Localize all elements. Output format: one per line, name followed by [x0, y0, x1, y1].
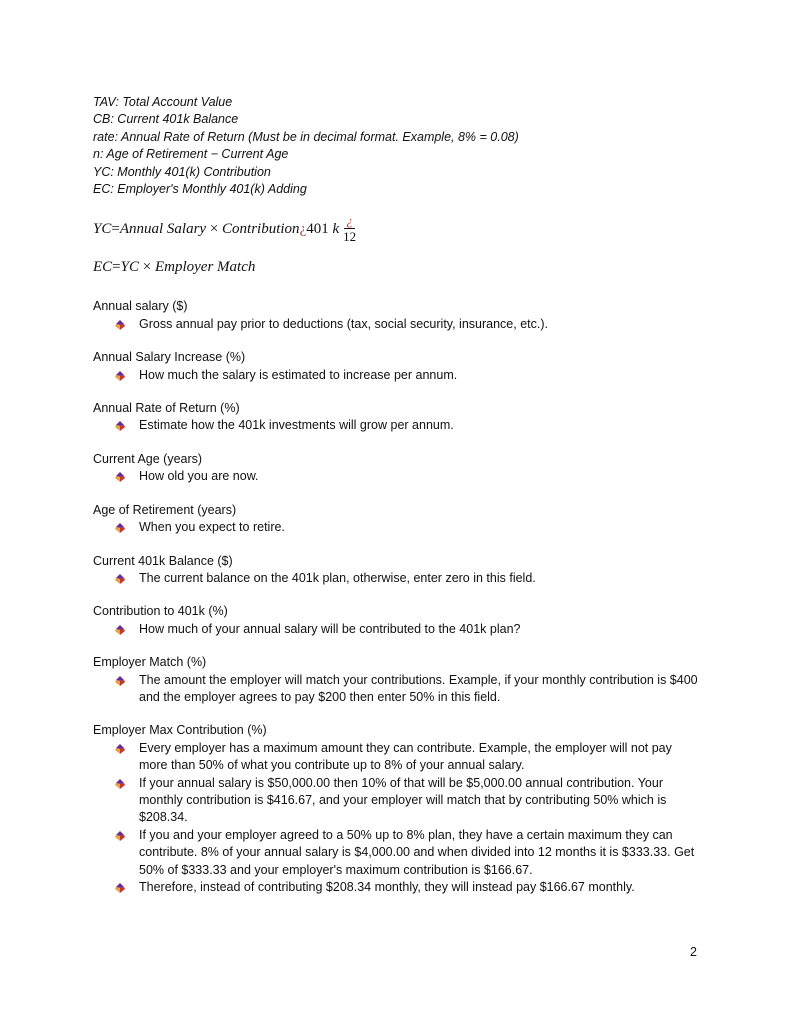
field-heading: Annual Salary Increase (%): [93, 350, 246, 365]
field-heading: Employer Match (%): [93, 655, 207, 670]
bullet-item: [93, 827, 703, 879]
bullet-text: If you and your employer agreed to a 50% up to 8% plan, they have a certain maximum they can contribute. 8% of your annual salary is $4,000.00 and when divided into 12 months it is $333.33. Get 50% of $333.33 and your employer's maximum contribution is $166.67.: [139, 827, 695, 877]
field-heading: Current Age (years): [93, 451, 203, 466]
bullet-item: [93, 367, 703, 384]
field-heading: Annual salary ($): [93, 299, 188, 314]
bullet-text: Therefore, instead of contributing $208.34 monthly, they will instead pay $166.67 monthly.: [139, 880, 635, 894]
fraction-denominator: 12: [343, 229, 357, 245]
arrow-bullet-icon: [115, 625, 125, 635]
bullet-text: Every employer has a maximum amount they can contribute. Example, the employer will not pay more than 50% of what you contribute up to 8% of your annual salary.: [139, 740, 672, 773]
formula-yc-contribution: Contribution: [222, 220, 300, 237]
formula-yc-times: ×: [209, 220, 219, 237]
arrow-bullet-icon: [115, 371, 125, 381]
formula-ec: [93, 256, 703, 278]
variable-definitions: [93, 94, 703, 198]
field-heading: Annual Rate of Return (%): [93, 401, 240, 416]
bullet-item: [93, 468, 703, 485]
field-section: [93, 502, 703, 537]
arrow-bullet-icon: [115, 574, 125, 584]
formula-ec-times: ×: [142, 258, 152, 275]
arrow-bullet-icon: [115, 676, 125, 686]
arrow-bullet-icon: [115, 421, 125, 431]
definition-tav: TAV: Total Account Value: [93, 95, 233, 109]
formula-yc-401: 401: [306, 220, 329, 237]
field-section: [93, 553, 703, 588]
formula-ec-equals: =: [112, 258, 121, 275]
bullet-text: When you expect to retire.: [139, 520, 285, 535]
arrow-bullet-icon: [115, 779, 125, 789]
arrow-bullet-icon: [115, 744, 125, 754]
arrow-bullet-icon: [115, 320, 125, 330]
bullet-text: How old you are now.: [139, 469, 259, 484]
field-heading: Age of Retirement (years): [93, 502, 237, 517]
arrow-bullet-icon: [115, 883, 125, 893]
arrow-bullet-icon: [115, 472, 125, 482]
fraction-numerator: ¿: [346, 213, 353, 229]
bullet-text: How much of your annual salary will be contributed to the 401k plan?: [139, 621, 521, 636]
formula-yc-equals: =: [111, 220, 120, 237]
definition-rate: rate: Annual Rate of Return (Must be in decimal format. Example, 8% = 0.08): [93, 129, 519, 144]
document-page: [93, 94, 703, 896]
bullet-text: Gross annual pay prior to deductions (tax, social security, insurance, etc.).: [139, 316, 548, 331]
formula-ec-yc: YC: [120, 258, 139, 275]
bullet-item: [93, 621, 703, 638]
bullet-item: [93, 570, 703, 587]
formula-yc-fraction: [343, 214, 356, 244]
field-section: [93, 451, 703, 486]
definition-yc: YC: Monthly 401(k) Contribution: [93, 164, 271, 179]
field-heading: Employer Max Contribution (%): [93, 723, 267, 738]
arrow-bullet-icon: [115, 831, 125, 841]
field-section: [93, 349, 703, 384]
bullet-item: [93, 879, 703, 896]
bullet-text: If your annual salary is $50,000.00 then 10% of that will be $5,000.00 annual contribution. Your monthly contribution is $416.67, and your employer will match that by contributing 50% which is $208.34.: [139, 775, 667, 825]
formula-yc-annual-salary: Annual Salary: [119, 220, 207, 237]
definition-n: n: Age of Retirement − Current Age: [93, 147, 289, 162]
bullet-text: How much the salary is estimated to increase per annum.: [139, 367, 458, 382]
bullet-item: [93, 672, 703, 707]
bullet-item: [93, 417, 703, 434]
formula-ec-employer-match: Employer Match: [154, 258, 256, 275]
field-section: [93, 400, 703, 435]
field-section: [93, 722, 703, 896]
field-section: [93, 603, 703, 638]
field-section: [93, 298, 703, 333]
definition-cb: CB: Current 401k Balance: [93, 112, 239, 127]
field-heading: Current 401k Balance ($): [93, 553, 233, 568]
bullet-text: The current balance on the 401k plan, otherwise, enter zero in this field.: [139, 570, 536, 585]
arrow-bullet-icon: [115, 523, 125, 533]
bullet-item: [93, 519, 703, 536]
bullet-item: [93, 316, 703, 333]
formula-yc: [93, 212, 703, 246]
field-descriptions: [93, 298, 703, 896]
definition-ec: EC: Employer's Monthly 401(k) Adding: [93, 182, 307, 197]
formula-ec-lhs: EC: [93, 258, 113, 275]
page-number: 2: [690, 945, 697, 959]
bullet-item: [93, 775, 703, 827]
formula-yc-missing-glyph: ¿: [299, 220, 307, 237]
bullet-text: The amount the employer will match your contributions. Example, if your monthly contribution is $400 and the employer agrees to pay $200 then enter 50% in this field.: [139, 672, 698, 704]
field-section: [93, 654, 703, 706]
bullet-text: Estimate how the 401k investments will grow per annum.: [139, 418, 454, 433]
formula-yc-k: k: [332, 220, 340, 237]
formula-yc-lhs: YC: [93, 220, 112, 237]
field-heading: Contribution to 401k (%): [93, 604, 228, 619]
bullet-item: [93, 740, 703, 775]
